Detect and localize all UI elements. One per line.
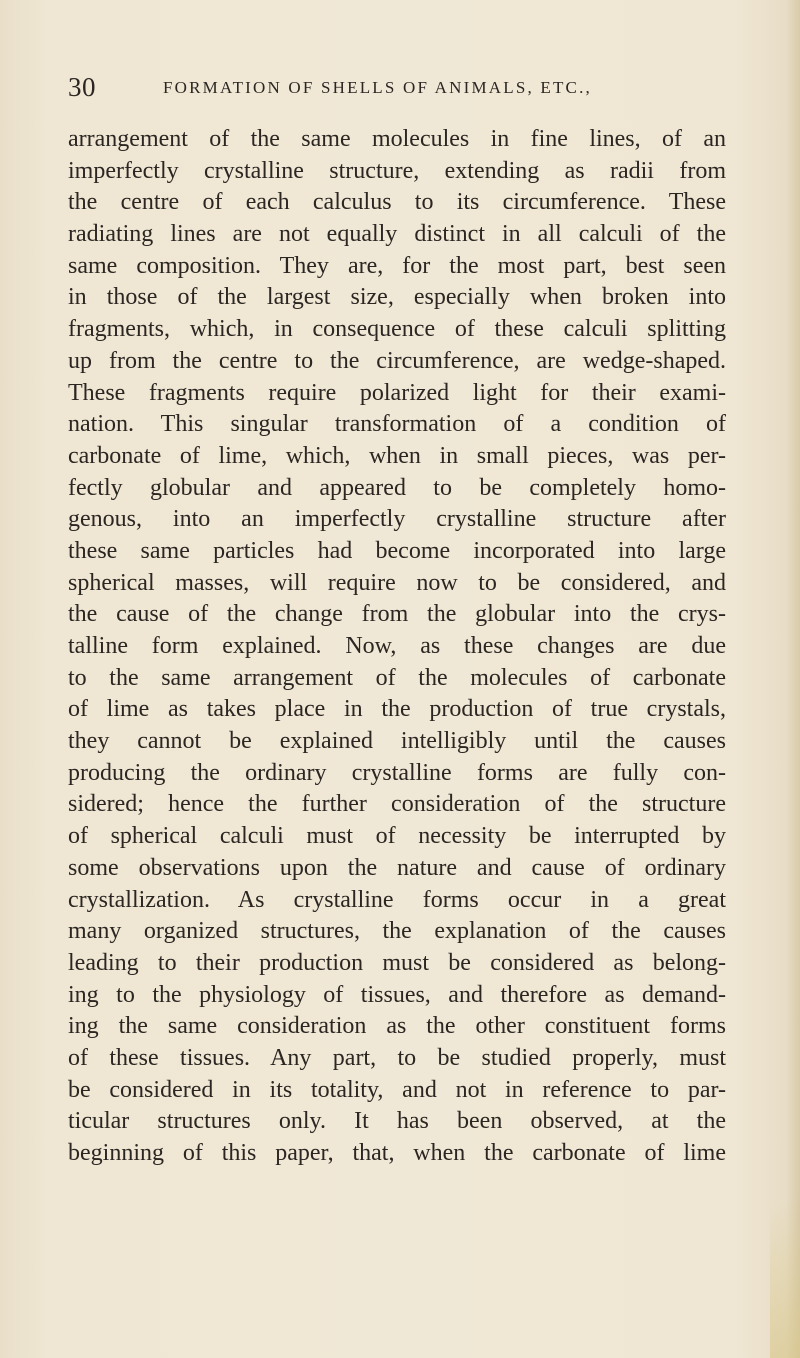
text-line: imperfectly crystalline structure, extending as radii from <box>68 157 726 184</box>
text-line: many organized structures, the explanation of the causes <box>68 918 726 945</box>
page-edge-shadow <box>786 0 800 1358</box>
text-line: producing the ordinary crystalline forms are fully con- <box>68 759 726 786</box>
page-number: 30 <box>68 72 96 102</box>
text-line: crystallization. As crystalline forms occur in a great <box>68 886 726 913</box>
text-line: leading to their production must be considered as belong- <box>68 949 726 976</box>
text-line: some observations upon the nature and cause of ordinary <box>68 854 726 881</box>
text-line: of lime as takes place in the production of true crystals, <box>68 696 726 723</box>
text-line: same composition. They are, for the most part, best seen <box>68 252 726 279</box>
text-line: in those of the largest size, especially when broken into <box>68 284 726 311</box>
paper-stain <box>770 1198 800 1358</box>
text-line: arrangement of the same molecules in fine lines, of an <box>68 126 726 152</box>
text-line: genous, into an imperfectly crystalline structure after <box>68 506 726 533</box>
text-line: These fragments require polarized light for their exami- <box>68 379 726 406</box>
running-head: FORMATION OF SHELLS OF ANIMALS, ETC., <box>163 78 592 97</box>
text-line: to the same arrangement of the molecules of carbonate <box>68 664 726 691</box>
text-line: they cannot be explained intelligibly until the causes <box>68 728 726 755</box>
text-line: sidered; hence the further consideration of the structure <box>68 791 726 818</box>
text-line: ticular structures only. It has been observed, at the <box>68 1108 726 1135</box>
text-line: of these tissues. Any part, to be studied properly, must <box>68 1044 726 1071</box>
text-line: the centre of each calculus to its circumference. These <box>68 189 726 216</box>
text-line: be considered in its totality, and not in reference to par- <box>68 1076 726 1103</box>
text-line: radiating lines are not equally distinct in all calculi of the <box>68 221 726 248</box>
text-line: ing to the physiology of tissues, and therefore as demand- <box>68 981 726 1008</box>
text-line: up from the centre to the circumference, are wedge-shaped. <box>68 347 726 374</box>
text-line: ing the same consideration as the other constituent forms <box>68 1013 726 1040</box>
text-line: spherical masses, will require now to be considered, and <box>68 569 726 596</box>
text-line: these same particles had become incorporated into large <box>68 537 726 564</box>
text-line: talline form explained. Now, as these changes are due <box>68 633 726 659</box>
text-line: fectly globular and appeared to be completely homo- <box>68 474 726 501</box>
text-line: nation. This singular transformation of a condition of <box>68 411 726 438</box>
text-line: the cause of the change from the globular into the crys- <box>68 601 726 628</box>
page-header <box>68 72 708 112</box>
text-line: beginning of this paper, that, when the carbonate of lime <box>68 1140 726 1166</box>
body-text <box>68 124 726 1170</box>
text-line: of spherical calculi must of necessity be interrupted by <box>68 823 726 850</box>
text-line: fragments, which, in consequence of these calculi splitting <box>68 316 726 343</box>
text-line: carbonate of lime, which, when in small pieces, was per- <box>68 442 726 469</box>
